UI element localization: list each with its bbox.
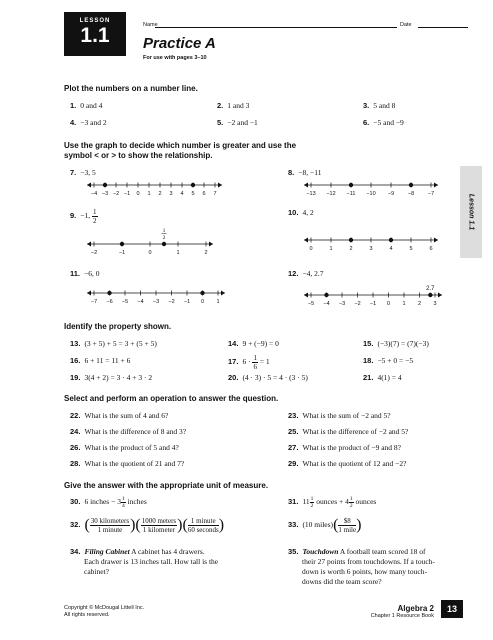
date-label: Date bbox=[400, 22, 412, 28]
tick-label: −1 bbox=[118, 250, 126, 256]
tick-label: 1 bbox=[402, 301, 406, 307]
tick-label: −13 bbox=[306, 191, 316, 197]
word-problem bbox=[288, 547, 468, 587]
section-heading-properties: Identify the property shown. bbox=[64, 322, 172, 331]
arrow-right-icon bbox=[209, 242, 213, 247]
book-info bbox=[348, 604, 434, 619]
tick-label: 0 bbox=[148, 250, 152, 256]
question bbox=[288, 443, 401, 453]
question-number: 23. bbox=[288, 411, 299, 420]
question-number: 19. bbox=[70, 373, 81, 382]
book-title: Algebra 2 bbox=[397, 604, 434, 613]
name-label: Name bbox=[143, 22, 158, 28]
fraction-denominator: 2 bbox=[310, 503, 314, 509]
question-number: 25. bbox=[288, 427, 299, 436]
tick-label: −5 bbox=[307, 301, 315, 307]
question-text: (4 · 3) · 5 = 4 · (3 · 5) bbox=[242, 373, 308, 382]
question-text: 4, 2 bbox=[302, 208, 314, 217]
question-number: 12. bbox=[288, 269, 299, 278]
tick-label: −2 bbox=[354, 301, 361, 307]
section-heading-units: Give the answer with the appropriate unit of measure. bbox=[64, 481, 269, 490]
question-text: ounces bbox=[353, 497, 377, 507]
question bbox=[70, 101, 102, 111]
question-text: −8, −11 bbox=[298, 168, 322, 177]
tick-label: −2 bbox=[112, 191, 120, 197]
question-text: What is the difference of −2 and 5? bbox=[302, 427, 409, 436]
question-text: What is the product of 5 and 4? bbox=[84, 443, 179, 452]
tick-label: −3 bbox=[338, 301, 346, 307]
tick-label: 5 bbox=[409, 246, 413, 252]
question-number: 3. bbox=[363, 101, 370, 110]
question bbox=[70, 269, 100, 279]
problem-line: A cabinet has 4 drawers. bbox=[131, 547, 205, 556]
question-text: What is the quotient of 21 and 7? bbox=[84, 459, 185, 468]
tick-label: −10 bbox=[366, 191, 376, 197]
question-text: (−3)(7) = (7)(−3) bbox=[377, 339, 429, 348]
question bbox=[363, 339, 429, 349]
tick-label: 2 bbox=[204, 250, 208, 256]
resource-book: Chapter 1 Resource Book bbox=[370, 613, 434, 619]
arrow-left-icon bbox=[304, 238, 308, 243]
tick-label: 2 bbox=[417, 301, 422, 307]
tick-label: −1 bbox=[183, 299, 191, 305]
tick-label: −3 bbox=[101, 191, 109, 197]
tick-label: −4 bbox=[323, 301, 330, 307]
question-number: 17. bbox=[228, 357, 239, 367]
question bbox=[288, 168, 321, 178]
question bbox=[363, 101, 395, 111]
problem-line: downs did the team score? bbox=[302, 577, 382, 586]
problem-line: Each drawer is 13 inches tall. How tall is the bbox=[84, 557, 219, 566]
fraction-numerator: 1 bbox=[349, 496, 353, 502]
question bbox=[70, 339, 157, 349]
question-text: −3 and 2 bbox=[80, 118, 107, 127]
question-number: 20. bbox=[228, 373, 239, 382]
question-text: ounces + 4 bbox=[314, 497, 349, 507]
question bbox=[288, 411, 391, 421]
copyright bbox=[64, 605, 144, 619]
question-number: 13. bbox=[70, 339, 81, 348]
question bbox=[288, 269, 324, 279]
question-number: 5. bbox=[217, 118, 224, 127]
tick-label: −6 bbox=[106, 299, 113, 305]
question-text: 1 and 3 bbox=[227, 101, 250, 110]
question-number: 35. bbox=[288, 547, 299, 556]
arrow-right-icon bbox=[434, 183, 438, 188]
question-number: 4. bbox=[70, 118, 77, 127]
question-number: 27. bbox=[288, 443, 299, 452]
question-text: 9 + (−9) = 0 bbox=[242, 339, 279, 348]
question-number: 16. bbox=[70, 356, 81, 365]
question-number: 9. bbox=[70, 211, 77, 221]
problem-line: down is worth 6 points, how many touch- bbox=[302, 567, 427, 576]
question-number: 31. bbox=[288, 497, 299, 507]
number-line bbox=[303, 281, 445, 313]
question-number: 22. bbox=[70, 411, 81, 420]
plotted-point bbox=[200, 291, 204, 295]
problem-label: Filing Cabinet bbox=[84, 547, 130, 556]
copyright-line: All rights reserved. bbox=[64, 612, 110, 618]
fraction bbox=[141, 517, 177, 534]
tick-label: −5 bbox=[121, 299, 129, 305]
question-text: = 1 bbox=[257, 357, 270, 367]
heading-line: symbol < or > to show the relationship. bbox=[64, 151, 213, 160]
tick-label: 2 bbox=[158, 191, 162, 197]
question-text: 4(1) = 4 bbox=[377, 373, 402, 382]
tick-label: 7 bbox=[213, 191, 217, 197]
arrow-right-icon bbox=[218, 183, 222, 188]
question-text: 11 bbox=[302, 497, 310, 507]
arrow-right-icon bbox=[434, 238, 438, 243]
question-text: −5 + 0 = −5 bbox=[377, 356, 414, 365]
question bbox=[70, 411, 168, 421]
question-text: (3 + 5) + 5 = 3 + (5 + 5) bbox=[84, 339, 157, 348]
question bbox=[70, 459, 184, 469]
tick-label: −7 bbox=[90, 299, 98, 305]
question-text: −6, 0 bbox=[84, 269, 100, 278]
question-number: 30. bbox=[70, 497, 81, 507]
tick-label: 6 bbox=[429, 246, 433, 252]
fraction-numerator: 1 bbox=[253, 354, 257, 362]
question-number: 29. bbox=[288, 459, 299, 468]
point-label: 2.7 bbox=[426, 286, 435, 292]
question bbox=[288, 496, 376, 509]
date-field[interactable] bbox=[418, 27, 468, 28]
question: 32. ( $\frac{\text{30 kilometers}}{\text{1 minute}}$ )( $\frac{\text{1000 meters}}{\text{1 kilometer}}$ )( $\frac{\text{1 minute}}{\text{60 seconds}}$ ) bbox=[70, 516, 225, 534]
question-text: (10 miles) bbox=[302, 520, 334, 529]
tick-label: 5 bbox=[191, 191, 195, 197]
question-number: 1. bbox=[70, 101, 77, 110]
question bbox=[288, 427, 408, 437]
tick-label: 1 bbox=[147, 191, 151, 197]
heading-line: Use the graph to decide which number is greater and use the bbox=[64, 141, 297, 150]
plotted-point bbox=[107, 291, 111, 295]
lesson-number: 1.1 bbox=[80, 24, 110, 47]
plotted-point bbox=[324, 293, 328, 297]
page-subtitle: For use with pages 3–10 bbox=[143, 55, 207, 61]
page-number: 13 bbox=[441, 600, 463, 618]
question bbox=[70, 356, 130, 366]
tick-label: 2 bbox=[349, 246, 353, 252]
question-number: 21. bbox=[363, 373, 374, 382]
tick-label: 4 bbox=[389, 246, 393, 252]
section-heading-operations: Select and perform an operation to answer the question. bbox=[64, 394, 279, 403]
plotted-point bbox=[409, 183, 413, 187]
fraction-denominator: 2 bbox=[349, 503, 353, 509]
question bbox=[228, 339, 279, 349]
tick-label: 1 bbox=[216, 299, 220, 305]
question-text: −4, 2.7 bbox=[302, 269, 324, 278]
question bbox=[70, 168, 96, 178]
fraction-denominator: 60 seconds bbox=[187, 525, 219, 534]
fraction-denominator: 1 kilometer bbox=[142, 525, 175, 534]
point-label-numerator: 1 bbox=[162, 228, 166, 234]
fraction bbox=[338, 517, 356, 534]
question-number: 14. bbox=[228, 339, 239, 348]
arrow-left-icon bbox=[304, 183, 308, 188]
tick-label: −9 bbox=[387, 191, 395, 197]
question-text: What is the sum of 4 and 6? bbox=[84, 411, 169, 420]
side-tab-label: Lesson 1.1 bbox=[467, 193, 475, 231]
question-number: 33. bbox=[288, 520, 299, 529]
question bbox=[70, 496, 147, 509]
question bbox=[217, 101, 249, 111]
fraction-denominator: 1 minute bbox=[97, 525, 123, 534]
fraction-denominator: 2 bbox=[93, 217, 97, 225]
question-number: 10. bbox=[288, 208, 299, 217]
question-text: 0 and 4 bbox=[80, 101, 103, 110]
question bbox=[288, 208, 314, 218]
number-line bbox=[86, 283, 226, 313]
tick-label: −2 bbox=[168, 299, 175, 305]
fraction bbox=[90, 517, 130, 534]
arrow-left-icon bbox=[304, 293, 308, 298]
arrow-left-icon bbox=[87, 242, 91, 247]
tick-label: 1 bbox=[176, 250, 180, 256]
fraction-numerator: 1 bbox=[93, 208, 97, 216]
question-text: −3, 5 bbox=[80, 168, 96, 177]
question-text: What is the difference of 8 and 3? bbox=[84, 427, 187, 436]
fraction-numerator: $8 bbox=[338, 517, 356, 526]
question bbox=[288, 459, 406, 469]
fraction-denominator: 4 bbox=[121, 503, 125, 509]
tick-label: 1 bbox=[329, 246, 333, 252]
question-text: −2 and −1 bbox=[227, 118, 258, 127]
tick-label: 0 bbox=[136, 191, 140, 197]
tick-label: −7 bbox=[427, 191, 435, 197]
question-number: 2. bbox=[217, 101, 224, 110]
tick-label: 0 bbox=[386, 301, 391, 307]
question: 33. (10 miles)( $\frac{\$8}{\text{1 mile}}$ ) bbox=[288, 516, 362, 534]
question-text: 6 · bbox=[242, 357, 253, 367]
question-number: 8. bbox=[288, 168, 295, 177]
question-number: 6. bbox=[363, 118, 370, 127]
question-number: 32. bbox=[70, 520, 81, 529]
tick-label: −1 bbox=[123, 191, 131, 197]
tick-label: 0 bbox=[309, 246, 313, 252]
tick-label: −4 bbox=[90, 191, 98, 197]
number-line bbox=[86, 220, 226, 260]
question-text: What is the quotient of 12 and −2? bbox=[302, 459, 407, 468]
tick-label: −4 bbox=[137, 299, 144, 305]
question-number: 18. bbox=[363, 356, 374, 365]
question-number: 26. bbox=[70, 443, 81, 452]
question-text: What is the product of −9 and 8? bbox=[302, 443, 402, 452]
page-title: Practice A bbox=[143, 35, 216, 52]
section-heading-compare bbox=[64, 141, 296, 161]
question bbox=[363, 373, 402, 383]
tick-label: 3 bbox=[369, 246, 373, 252]
question-number: 28. bbox=[70, 459, 81, 468]
name-field[interactable] bbox=[155, 27, 397, 28]
tick-label: 0 bbox=[200, 299, 205, 305]
question-number: 7. bbox=[70, 168, 77, 177]
fraction-denominator: 6 bbox=[253, 363, 257, 371]
side-tab bbox=[460, 166, 482, 258]
tick-label: −1 bbox=[369, 301, 377, 307]
tick-label: 3 bbox=[169, 191, 173, 197]
question-text: −1, bbox=[80, 211, 92, 221]
section-heading-plot: Plot the numbers on a number line. bbox=[64, 84, 198, 93]
tick-label: −3 bbox=[152, 299, 160, 305]
fraction-numerator: 1000 meters bbox=[141, 516, 177, 525]
fraction-denominator: 1 mile bbox=[338, 525, 357, 534]
question bbox=[217, 118, 258, 128]
question-text: 3(4 + 2) = 3 · 4 + 3 · 2 bbox=[84, 373, 153, 382]
question-text: 6 inches − 3 bbox=[84, 497, 121, 507]
tick-label: −12 bbox=[326, 191, 336, 197]
question bbox=[228, 354, 270, 371]
question-number: 15. bbox=[363, 339, 374, 348]
number-line bbox=[303, 234, 445, 258]
copyright-line: Copyright © McDougal Littell Inc. bbox=[64, 605, 145, 611]
question-number: 34. bbox=[70, 547, 81, 556]
arrow-right-icon bbox=[221, 291, 225, 296]
plotted-point bbox=[191, 183, 195, 187]
fraction bbox=[188, 517, 219, 534]
question bbox=[363, 356, 413, 366]
point-label-denominator: 2 bbox=[162, 235, 166, 241]
fraction-numerator: 1 minute bbox=[188, 517, 219, 526]
question-number: 11. bbox=[70, 269, 81, 278]
question-number: 24. bbox=[70, 427, 81, 436]
lesson-badge bbox=[64, 12, 126, 56]
question bbox=[70, 118, 107, 128]
plotted-point bbox=[389, 238, 393, 242]
tick-label: −2 bbox=[90, 250, 98, 256]
plotted-point bbox=[103, 183, 107, 187]
problem-line: A football team scored 18 of bbox=[339, 547, 426, 556]
problem-line: cabinet? bbox=[84, 567, 109, 576]
tick-label: 6 bbox=[202, 191, 206, 197]
question bbox=[228, 373, 308, 383]
plotted-point bbox=[162, 242, 166, 246]
problem-label: Touchdown bbox=[302, 547, 339, 556]
question-text: What is the sum of −2 and 5? bbox=[302, 411, 391, 420]
arrow-left-icon bbox=[87, 183, 91, 188]
question-text: 5 and 8 bbox=[373, 101, 396, 110]
fraction-numerator: 1 bbox=[310, 496, 314, 502]
problem-line: their 27 points from touchdowns. If a touch- bbox=[302, 557, 435, 566]
arrow-left-icon bbox=[87, 291, 91, 296]
question bbox=[70, 373, 152, 383]
question-text: 6 + 11 = 11 + 6 bbox=[84, 356, 131, 365]
number-line bbox=[303, 179, 445, 203]
question-text: inches bbox=[125, 497, 147, 507]
tick-label: −11 bbox=[346, 191, 356, 197]
tick-label: 3 bbox=[433, 301, 437, 307]
arrow-right-icon bbox=[438, 293, 442, 298]
word-problem bbox=[70, 547, 270, 577]
question bbox=[70, 427, 186, 437]
plotted-point bbox=[349, 183, 353, 187]
number-line bbox=[86, 179, 226, 203]
question-text: −5 and −9 bbox=[373, 118, 404, 127]
plotted-point bbox=[120, 242, 124, 246]
question bbox=[363, 118, 404, 128]
tick-label: −8 bbox=[407, 191, 415, 197]
plotted-point bbox=[428, 293, 432, 297]
fraction-numerator: 30 kilometers bbox=[90, 516, 130, 525]
tick-label: 4 bbox=[180, 191, 184, 197]
fraction-numerator: 1 bbox=[121, 496, 125, 502]
lesson-label: LESSON bbox=[79, 18, 111, 24]
plotted-point bbox=[349, 238, 353, 242]
question bbox=[70, 443, 179, 453]
